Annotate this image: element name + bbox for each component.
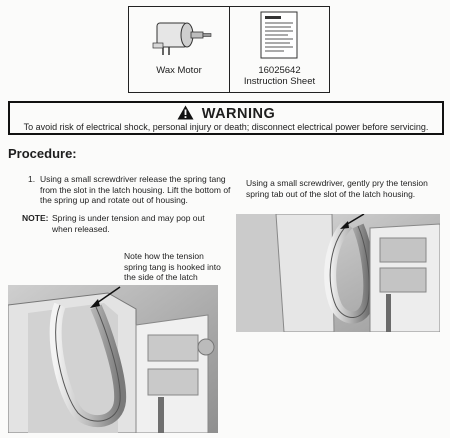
instruction-sheet-caption: Instruction Sheet xyxy=(243,76,316,87)
wax-motor-caption: Wax Motor xyxy=(156,65,202,76)
step-number: 1. xyxy=(28,174,36,184)
note-label: NOTE: xyxy=(22,213,49,223)
warning-box xyxy=(8,101,444,135)
parts-box xyxy=(128,6,330,93)
instruction-sheet-icon xyxy=(260,11,298,59)
warning-heading: WARNING xyxy=(201,106,276,122)
callout-text: Note how the tension spring tang is hooked into the side of the latch xyxy=(124,251,221,282)
warning-heading-row xyxy=(10,105,442,122)
photo-spring-removal-drawing xyxy=(8,285,218,433)
wax-motor-icon xyxy=(151,13,215,61)
photo-spring-removal xyxy=(8,285,218,433)
warning-text: To avoid risk of electrical shock, personal injury or death; disconnect electrical power before servicing. xyxy=(23,122,429,132)
right-step-text: Using a small screwdriver, gently pry the tension spring tab out of the slot of the latch housing. xyxy=(246,178,428,199)
warning-triangle-icon xyxy=(177,105,194,120)
instruction-sheet-number: 16025642 xyxy=(258,65,301,76)
note-text: Spring is under tension and may pop out when released. xyxy=(52,213,205,234)
photo-spring-tab xyxy=(236,214,440,332)
photo-spring-tab-drawing xyxy=(236,214,440,332)
step-text: Using a small screwdriver release the spring tang from the slot in the latch housing. Lift the bottom of the spring up and rotate out of housing. xyxy=(40,174,231,205)
procedure-title: Procedure: xyxy=(8,146,77,161)
